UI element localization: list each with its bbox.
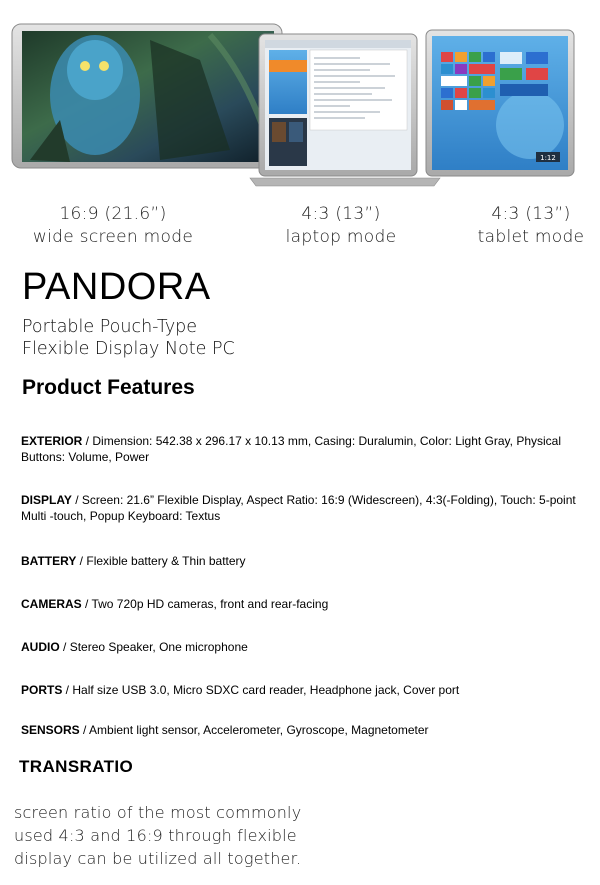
feature-text: Two 720p HD cameras, front and rear-facing	[91, 597, 329, 611]
description-line-3: display can be utilized all together.	[14, 849, 302, 868]
feature-text: Flexible battery & Thin battery	[86, 554, 246, 568]
mode-caption-wide	[18, 203, 208, 249]
feature-text: Ambient light sensor, Accelerometer, Gyroscope, Magnetometer	[89, 723, 429, 737]
feature-audio: AUDIO / Stereo Speaker, One microphone	[21, 640, 248, 654]
features-heading: Product Features	[22, 376, 195, 399]
feature-label: DISPLAY	[21, 493, 72, 507]
feature-sensors: SENSORS / Ambient light sensor, Accelerometer, Gyroscope, Magnetometer	[21, 723, 429, 737]
feature-text: Screen: 21.6” Flexible Display, Aspect Ratio: 16:9 (Widescreen), 4:3(-Folding), Touch: 5-point Multi -touch, Popup Keyboard: Textus	[21, 493, 576, 523]
mode-ratio: 4:3 (13”)	[491, 204, 571, 224]
product-title: PANDORA	[22, 266, 211, 308]
subtitle-line-1: Portable Pouch-Type	[22, 317, 198, 337]
mode-name: wide screen mode	[32, 227, 194, 247]
product-subtitle	[22, 316, 235, 360]
laptop-device-image	[250, 34, 440, 186]
mode-name: tablet mode	[477, 227, 585, 247]
mode-caption-tablet	[464, 203, 598, 249]
feature-text: Stereo Speaker, One microphone	[69, 640, 248, 654]
transratio-description	[14, 801, 301, 870]
feature-ports: PORTS / Half size USB 3.0, Micro SDXC card reader, Headphone jack, Cover port	[21, 683, 460, 697]
wide-screen-device-image	[12, 24, 282, 168]
feature-label: SENSORS	[21, 723, 80, 737]
feature-label: EXTERIOR	[21, 434, 83, 448]
feature-label: BATTERY	[21, 554, 77, 568]
mode-ratio: 4:3 (13”)	[301, 204, 381, 224]
tablet-device-image	[426, 30, 574, 176]
description-line-1: screen ratio of the most commonly	[14, 803, 302, 822]
transratio-heading: TRANSRATIO	[19, 757, 134, 776]
feature-label: PORTS	[21, 683, 63, 697]
device-illustrations	[0, 0, 600, 200]
feature-battery: BATTERY / Flexible battery & Thin battery	[21, 554, 246, 568]
mode-ratio: 16:9 (21.6”)	[59, 204, 167, 224]
feature-label: CAMERAS	[21, 597, 82, 611]
feature-exterior: EXTERIOR / Dimension: 542.38 x 296.17 x 10.13 mm, Casing: Duralumin, Color: Light Gray, Physical Buttons: Volume, Power	[21, 434, 562, 464]
tablet-clock: 1:12	[540, 154, 556, 162]
mode-name: laptop mode	[285, 227, 397, 247]
mode-caption-laptop	[264, 203, 418, 249]
feature-label: AUDIO	[21, 640, 60, 654]
feature-text: Dimension: 542.38 x 296.17 x 10.13 mm, Casing: Duralumin, Color: Light Gray, Physical Buttons: Volume, Power	[21, 434, 562, 464]
subtitle-line-2: Flexible Display Note PC	[22, 339, 235, 359]
feature-display: DISPLAY / Screen: 21.6” Flexible Display, Aspect Ratio: 16:9 (Widescreen), 4:3(-Folding), Touch: 5-point Multi -touch, Popup Keyboard: Textus	[21, 493, 576, 523]
feature-text: Half size USB 3.0, Micro SDXC card reader, Headphone jack, Cover port	[72, 683, 460, 697]
feature-cameras: CAMERAS / Two 720p HD cameras, front and rear-facing	[21, 597, 329, 611]
description-line-2: used 4:3 and 16:9 through flexible	[14, 826, 297, 845]
